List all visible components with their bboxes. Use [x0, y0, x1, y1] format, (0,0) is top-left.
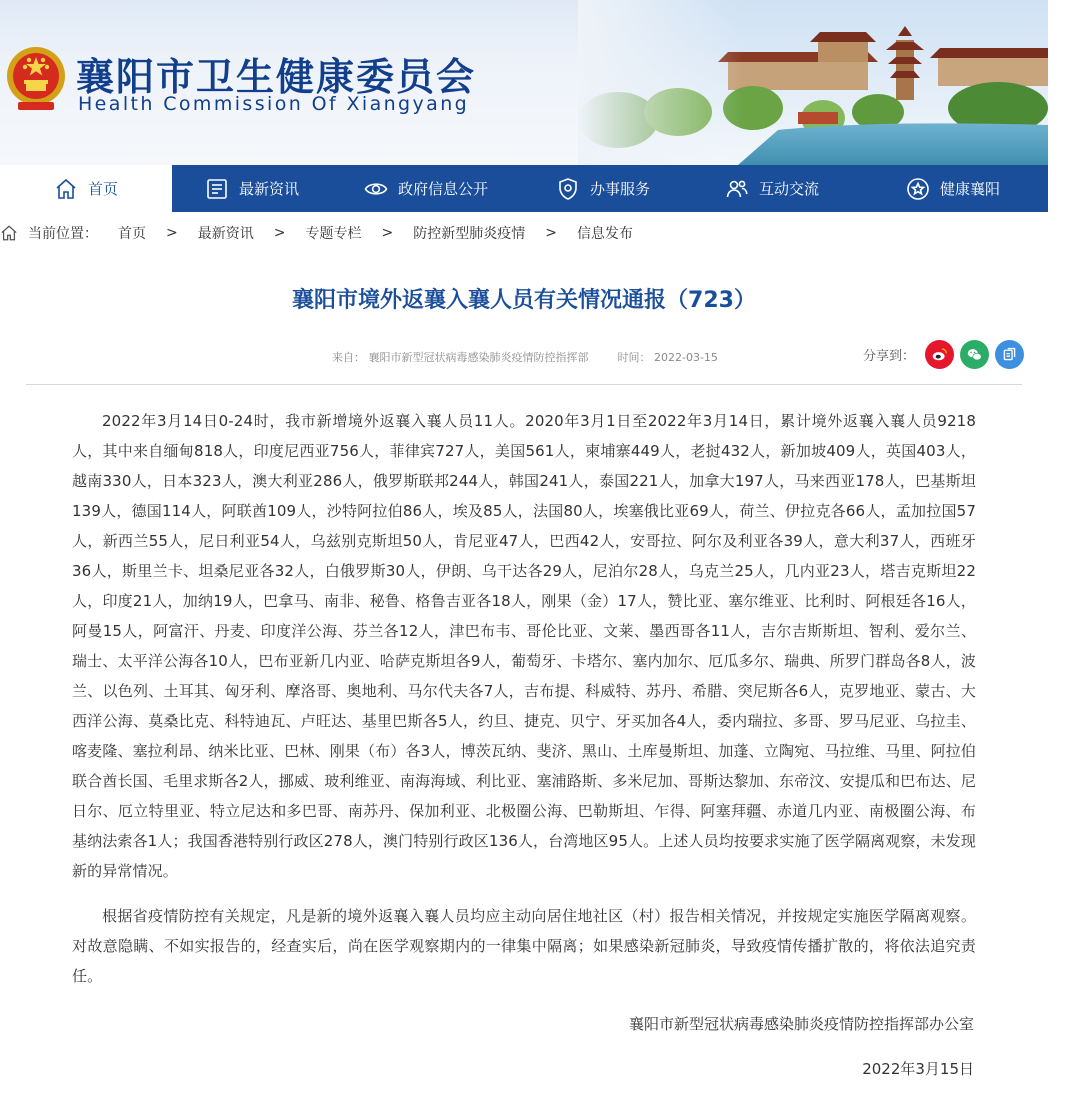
service-icon — [556, 177, 580, 201]
breadcrumb-item-home[interactable]: 首页 — [118, 226, 146, 242]
nav-item-label: 办事服务 — [589, 180, 650, 198]
breadcrumb — [0, 222, 633, 244]
site-banner — [0, 0, 1048, 165]
qzone-icon — [1001, 346, 1018, 363]
article-body — [72, 406, 976, 991]
nav-item-label: 最新资讯 — [238, 180, 299, 198]
main-nav — [0, 165, 1048, 212]
article-title: 襄阳市境外返襄入襄人员有关情况通报（723） — [292, 288, 756, 313]
nav-item-home[interactable] — [0, 165, 172, 212]
share-wechat-button[interactable] — [960, 340, 989, 369]
breadcrumb-item-info-release[interactable]: 信息发布 — [576, 226, 633, 242]
nav-item-news[interactable] — [172, 165, 332, 212]
breadcrumb-separator: > — [545, 225, 557, 241]
banner-landscape-image — [578, 0, 1048, 165]
star-icon — [906, 177, 930, 201]
nav-item-label: 政府信息公开 — [397, 180, 488, 198]
breadcrumb-item-news[interactable]: 最新资讯 — [197, 226, 254, 242]
wechat-icon — [966, 346, 983, 363]
share-weibo-button[interactable] — [925, 340, 954, 369]
title-divider — [26, 384, 1022, 385]
share-qzone-button[interactable] — [995, 340, 1024, 369]
article-date: 2022年3月15日 — [862, 1060, 974, 1078]
breadcrumb-separator: > — [273, 225, 286, 241]
nav-item-gov-info[interactable] — [332, 165, 520, 212]
nav-item-label: 互动交流 — [758, 180, 819, 198]
source-label: 来自： — [332, 351, 365, 364]
eye-icon — [364, 177, 388, 201]
weibo-icon — [931, 346, 948, 363]
breadcrumb-home-icon — [0, 224, 18, 242]
share-label: 分享到： — [863, 349, 916, 364]
time-value: 2022-03-15 — [654, 351, 718, 364]
news-icon — [205, 177, 229, 201]
nav-item-healthy-xiangyang[interactable] — [858, 165, 1048, 212]
article-meta — [332, 349, 718, 365]
article-paragraph: 2022年3月14日0-24时，我市新增境外返襄入襄人员11人。2020年3月1日至2022年3月14日，累计境外返襄入襄人员9218人，其中来自缅甸818人，印度尼西亚756人，菲律宾727人，美国561人，柬埔寨449人，老挝432人，新加坡409人，英国403人，越南330人，日本323人，澳大利亚286人，俄罗斯联邦244人，韩国241人，泰国221人，加拿大197人，马来西亚178人，巴基斯坦139人，德国114人，阿联酋109人，沙特阿拉伯86人，埃及85人，法国80人，埃塞俄比亚69人，荷兰、伊拉克各66人，孟加拉国57人，新西兰55人，尼日利亚54人，乌兹别克斯坦50人，肯尼亚47人，巴西42人，安哥拉、阿尔及利亚各39人，意大利37人，西班牙36人，斯里兰卡、坦桑尼亚各32人，白俄罗斯30人，伊朗、乌干达各29人，尼泊尔28人，乌克兰25人，几内亚23人，塔吉克斯坦22人，印度21人，加纳19人，巴拿马、南非、秘鲁、格鲁吉亚各18人，刚果（金）17人，赞比亚、塞尔维亚、比利时、阿根廷各16人，阿曼15人，阿富汗、丹麦、印度洋公海、芬兰各12人，津巴布韦、哥伦比亚、文莱、墨西哥各11人，吉尔吉斯斯坦、智利、爱尔兰、瑞士、太平洋公海各10人，巴布亚新几内亚、哈萨克斯坦各9人，葡萄牙、卡塔尔、塞内加尔、厄瓜多尔、瑞典、所罗门群岛各8人，波兰、以色列、土耳其、匈牙利、摩洛哥、奥地利、马尔代夫各7人，吉布提、科威特、苏丹、希腊、突尼斯各6人，克罗地亚、蒙古、大西洋公海、莫桑比克、科特迪瓦、卢旺达、基里巴斯各5人，约旦、捷克、贝宁、牙买加各4人，委内瑞拉、多哥、罗马尼亚、乌拉圭、喀麦隆、塞拉利昂、纳米比亚、巴林、刚果（布）各3人，博茨瓦纳、斐济、黑山、土库曼斯坦、加蓬、立陶宛、马拉维、马里、阿拉伯联合酋长国、毛里求斯各2人，挪威、玻利维亚、南海海域、利比亚、塞浦路斯、多米尼加、哥斯达黎加、东帝汶、安提瓜和巴布达、尼日尔、厄立特里亚、特立尼达和多巴哥、南苏丹、保加利亚、北极圈公海、巴勒斯坦、乍得、阿塞拜疆、赤道几内亚、南极圈公海、布基纳法索各1人；我国香港特别行政区278人，澳门特别行政区136人，台湾地区95人。上述人员均按要求实施了医学隔离观察，未发现新的异常情况。 — [72, 412, 976, 880]
article-paragraph: 根据省疫情防控有关规定，凡是新的境外返襄入襄人员均应主动向居住地社区（村）报告相关情况，并按规定实施医学隔离观察。对故意隐瞒、不如实报告的，经查实后，尚在医学观察期内的一律集中隔离；如果感染新冠肺炎，导致疫情传播扩散的，将依法追究责任。 — [72, 907, 976, 985]
breadcrumb-prefix: 当前位置： — [28, 226, 98, 242]
breadcrumb-item-epidemic[interactable]: 防控新型肺炎疫情 — [413, 226, 526, 242]
nav-item-label: 首页 — [87, 180, 118, 198]
national-emblem-icon — [4, 44, 68, 114]
article-signature: 襄阳市新型冠状病毒感染肺炎疫情防控指挥部办公室 — [628, 1015, 974, 1033]
breadcrumb-item-topics[interactable]: 专题专栏 — [305, 226, 362, 242]
nav-item-label: 健康襄阳 — [939, 180, 1000, 198]
share-bar — [863, 340, 1024, 369]
nav-item-services[interactable] — [520, 165, 686, 212]
source-value: 襄阳市新型冠状病毒感染肺炎疫情防控指挥部 — [368, 351, 589, 364]
breadcrumb-separator: > — [381, 225, 394, 241]
time-label: 时间： — [617, 351, 651, 364]
nav-item-interaction[interactable] — [686, 165, 858, 212]
breadcrumb-separator: > — [166, 225, 178, 241]
site-title: 襄阳市卫生健康委员会 — [76, 55, 477, 99]
people-icon — [725, 177, 749, 201]
home-icon — [54, 177, 78, 201]
site-subtitle: Health Commission Of Xiangyang — [78, 93, 470, 115]
